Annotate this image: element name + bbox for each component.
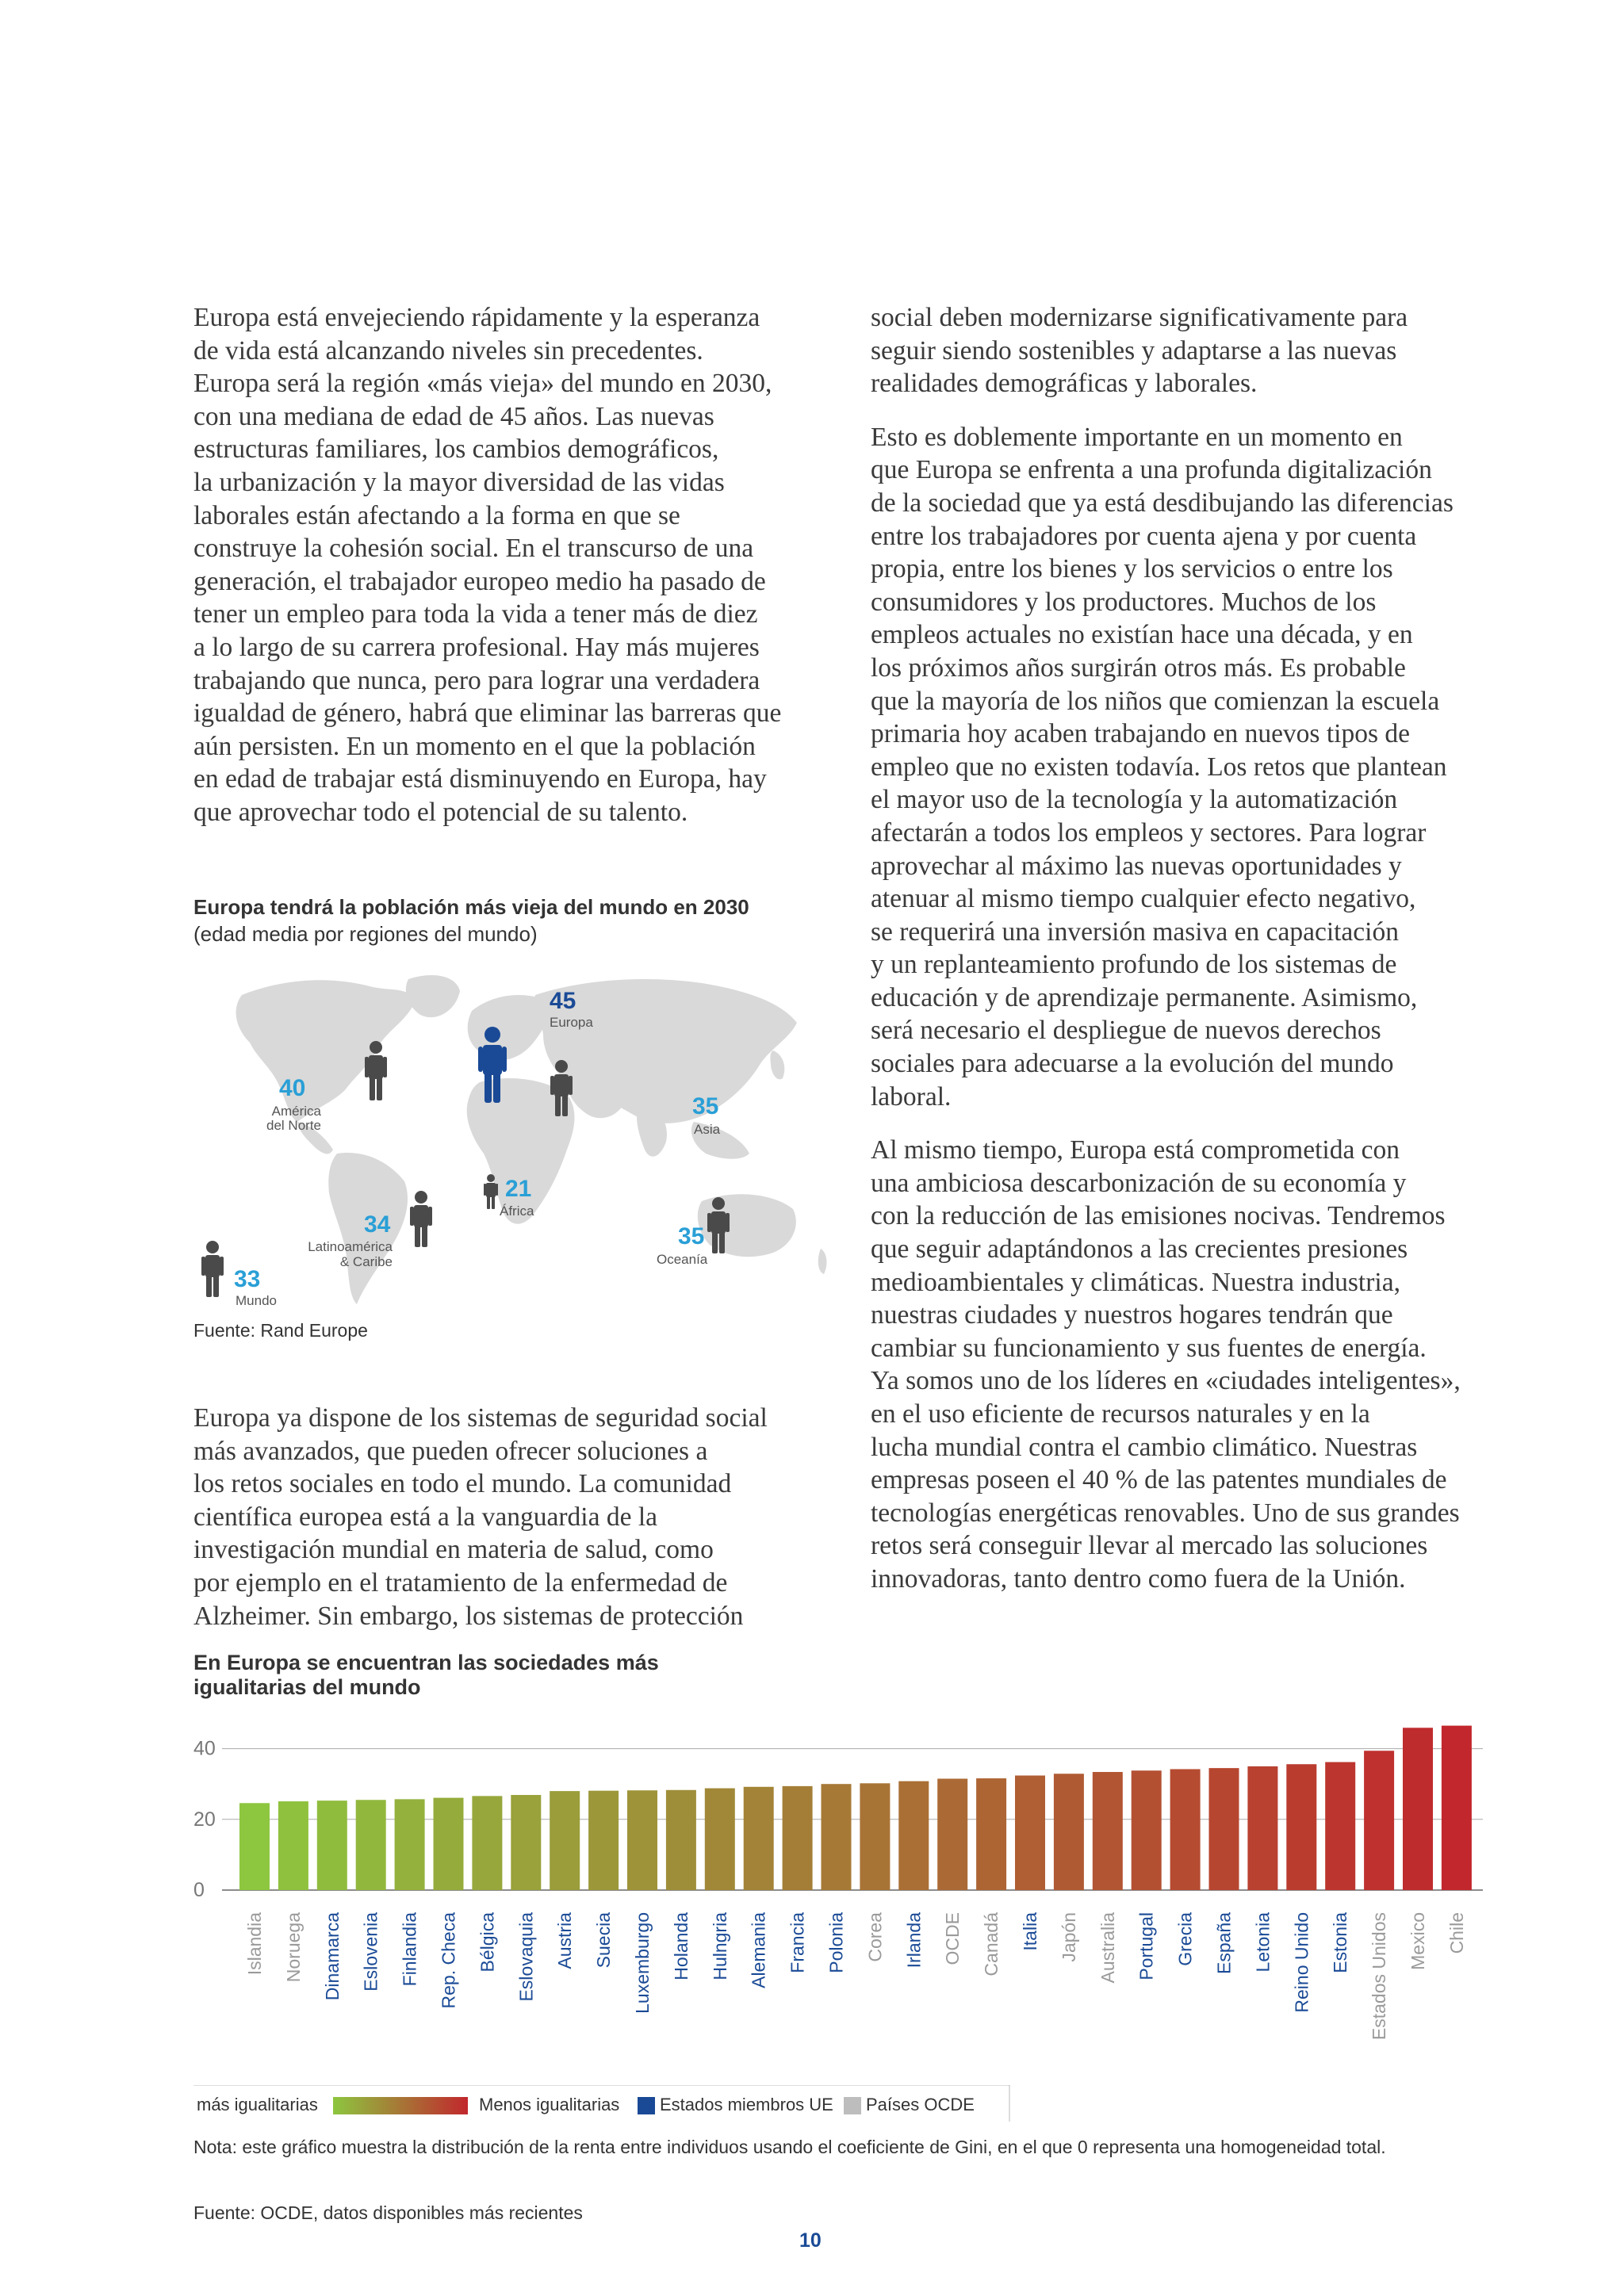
europe-label: Europa bbox=[550, 1015, 593, 1030]
right-paragraph-1 bbox=[871, 301, 1529, 400]
x-tick-label: Portugal bbox=[1136, 1912, 1157, 1980]
x-tick-label: Polonia bbox=[825, 1912, 847, 1973]
x-tick-label: Grecia bbox=[1174, 1912, 1196, 1966]
world-label: Mundo bbox=[236, 1293, 277, 1308]
text-line: igualdad de género, habrá que eliminar las barreras que bbox=[193, 698, 782, 729]
x-tick-label: OCDE bbox=[942, 1912, 963, 1965]
text-line: empleos actuales no existían hace una década, y en bbox=[871, 620, 1413, 650]
world-map bbox=[194, 963, 837, 1320]
africa-value: 21 bbox=[505, 1176, 532, 1202]
text-line: que Europa se enfrenta a una profunda digitalización bbox=[871, 455, 1432, 485]
left-paragraph-2 bbox=[193, 1402, 844, 1632]
greenland-shape bbox=[406, 975, 460, 1017]
world-map-svg bbox=[194, 963, 837, 1320]
legend-eu: Estados miembros UE bbox=[660, 2095, 833, 2114]
text-line: una ambiciosa descarbonización de su economía y bbox=[871, 1168, 1407, 1198]
new-zealand-shape bbox=[818, 1249, 827, 1274]
x-tick-label: Austria bbox=[554, 1912, 576, 1969]
text-line: estructuras familiares, los cambios demográficos, bbox=[193, 434, 719, 465]
bar-australia bbox=[1093, 1772, 1123, 1890]
text-line: trabajando que nunca, pero para lograr una verdadera bbox=[193, 665, 760, 695]
text-line: atenuar al mismo tiempo cualquier efecto negativo, bbox=[871, 884, 1416, 914]
bar-luxemburgo bbox=[627, 1790, 657, 1890]
x-tick-label: Mexico bbox=[1408, 1912, 1428, 1970]
bar-finlandia bbox=[395, 1799, 425, 1890]
map-figure-title: Europa tendrá la población más vieja del mundo en 2030 bbox=[193, 895, 749, 919]
bar-reino-unido bbox=[1286, 1764, 1316, 1890]
text-line: los retos sociales en todo el mundo. La comunidad bbox=[193, 1469, 732, 1499]
bar-francia bbox=[783, 1786, 813, 1890]
x-tick-label: Hulngria bbox=[709, 1912, 730, 1980]
bar-ocde bbox=[937, 1779, 967, 1890]
africa-label: África bbox=[500, 1203, 534, 1219]
left-column bbox=[193, 301, 844, 829]
chart-title bbox=[193, 1651, 659, 1700]
bar-jap-n bbox=[1054, 1774, 1084, 1890]
x-tick-label: Francia bbox=[787, 1912, 808, 1973]
text-line: laborales están afectando a la forma en que se bbox=[193, 500, 680, 530]
bar-alemania bbox=[744, 1787, 774, 1890]
bar-irlanda bbox=[898, 1781, 929, 1890]
bar-dinamarca bbox=[317, 1800, 347, 1890]
text-line: tecnologías energéticas renovables. Uno de sus grandes bbox=[871, 1498, 1460, 1528]
bar-hulngria bbox=[705, 1789, 735, 1890]
x-tick-label: Estados Unidos bbox=[1369, 1912, 1390, 2041]
text-line: en el uso eficiente de recursos naturales y en la bbox=[871, 1399, 1370, 1429]
text-line: Esto es doblemente importante en un momento en bbox=[871, 422, 1403, 452]
bar-noruega bbox=[278, 1801, 308, 1890]
text-line: construye la cohesión social. En el transcurso de una bbox=[193, 534, 754, 564]
chart-title-line-1: En Europa se encuentran las sociedades más bbox=[193, 1651, 659, 1674]
text-line: Europa será la región «más vieja» del mundo en 2030, bbox=[193, 369, 772, 399]
x-tick-label: Noruega bbox=[282, 1912, 304, 1983]
world-person-icon bbox=[201, 1241, 224, 1297]
north-america-shape bbox=[236, 980, 416, 1122]
text-line: cambiar su funcionamiento y sus fuentes de energía. bbox=[871, 1333, 1427, 1363]
world-value: 33 bbox=[234, 1266, 261, 1292]
text-line: aprovechar al máximo las nuevas oportunidades y bbox=[871, 851, 1402, 881]
text-line: investigación mundial en materia de salud, como bbox=[193, 1535, 714, 1565]
page-number: 10 bbox=[799, 2229, 822, 2252]
text-line: con la reducción de las emisiones nocivas. Tendremos bbox=[871, 1201, 1446, 1231]
text-line: innovadoras, tanto dentro como fuera de la Unión. bbox=[871, 1563, 1406, 1594]
bar-polonia bbox=[822, 1784, 852, 1890]
x-tick-label: Rep. Checa bbox=[438, 1912, 459, 2009]
left-paragraph-1 bbox=[193, 301, 844, 829]
gini-bar-chart bbox=[182, 1720, 1491, 2077]
text-line: aún persisten. En un momento en el que la población bbox=[193, 731, 756, 761]
text-line: empleo que no existen todavía. Los retos que plantean bbox=[871, 752, 1447, 782]
bar-grecia bbox=[1170, 1769, 1201, 1890]
x-tick-label: Letonia bbox=[1252, 1912, 1274, 1973]
x-tick-label: Irlanda bbox=[903, 1912, 925, 1969]
text-line: propia, entre los bienes y los servicios o entre los bbox=[871, 554, 1393, 584]
chart-title-line-2: igualitarias del mundo bbox=[193, 1675, 421, 1699]
x-tick-label: Eslovaquia bbox=[515, 1912, 537, 2002]
oceania-value: 35 bbox=[678, 1223, 705, 1249]
text-line: nuestras ciudades y nuestros hogares tendrán que bbox=[871, 1300, 1393, 1330]
text-line: la urbanización y la mayor diversidad de las vidas bbox=[193, 467, 725, 497]
text-line: social deben modernizarse significativamente para bbox=[871, 303, 1408, 332]
text-line: generación, el trabajador europeo medio ha pasado de bbox=[193, 566, 766, 596]
bar-eslovenia bbox=[356, 1800, 386, 1890]
bar-islandia bbox=[239, 1803, 270, 1890]
x-tick-label: Suecia bbox=[593, 1912, 615, 1969]
x-tick-label: Corea bbox=[864, 1912, 886, 1962]
north-america-value: 40 bbox=[279, 1075, 306, 1101]
bar-b-lgica bbox=[472, 1796, 502, 1890]
chart-legend bbox=[193, 2085, 1010, 2123]
text-line: retos será conseguir llevar al mercado las soluciones bbox=[871, 1531, 1428, 1561]
bar-chile bbox=[1442, 1726, 1472, 1890]
legend-less-equal: Menos igualitarias bbox=[479, 2095, 620, 2114]
x-tick-label: Holanda bbox=[670, 1912, 691, 1980]
north-america-label-1: América bbox=[271, 1104, 321, 1119]
x-tick-label: Finlandia bbox=[399, 1912, 420, 1987]
map-figure-subtitle: (edad media por regiones del mundo) bbox=[193, 922, 538, 946]
legend-oecd-swatch bbox=[844, 2097, 861, 2114]
text-line: que la mayoría de los niños que comienzan la escuela bbox=[871, 686, 1440, 716]
text-line: realidades demográficas y laborales. bbox=[871, 369, 1258, 399]
bar-letonia bbox=[1247, 1766, 1277, 1890]
text-line: empresas poseen el 40 % de las patentes mundiales de bbox=[871, 1465, 1447, 1495]
text-line: de la sociedad que ya está desdibujando las diferencias bbox=[871, 488, 1454, 518]
map-source: Fuente: Rand Europe bbox=[193, 1320, 368, 1341]
x-tick-label: Islandia bbox=[244, 1912, 265, 1976]
europe-value: 45 bbox=[550, 988, 576, 1014]
text-line: y un replanteamiento profundo de los sistemas de bbox=[871, 950, 1397, 980]
text-line: seguir siendo sostenibles y adaptarse a las nuevas bbox=[871, 335, 1397, 365]
x-tick-label: Alemania bbox=[748, 1912, 769, 1988]
chart-note: Nota: este gráfico muestra la distribución de la renta entre individuos usando el coeficiente de Gini, en el que 0 representa una homogeneidad total. bbox=[193, 2137, 1386, 2157]
text-line: más avanzados, que pueden ofrecer soluciones a bbox=[193, 1436, 708, 1466]
latam-person-icon bbox=[410, 1191, 432, 1247]
bar-suecia bbox=[588, 1791, 619, 1890]
text-line: que aprovechar todo el potencial de su talento. bbox=[193, 797, 688, 827]
text-line: por ejemplo en el tratamiento de la enfermedad de bbox=[193, 1567, 728, 1598]
text-line: Europa está envejeciendo rápidamente y la esperanza bbox=[193, 303, 760, 332]
x-tick-label: España bbox=[1213, 1912, 1235, 1975]
text-line: será necesario el despliegue de nuevos derechos bbox=[871, 1016, 1381, 1046]
x-tick-label: Reino Unido bbox=[1291, 1912, 1312, 2013]
y-tick-label: 20 bbox=[193, 1808, 216, 1831]
text-line: tener un empleo para toda la vida a tener más de diez bbox=[193, 599, 758, 629]
bar-italia bbox=[1015, 1775, 1045, 1890]
x-tick-label: Italia bbox=[1020, 1912, 1040, 1951]
x-tick-label: Dinamarca bbox=[321, 1912, 343, 2001]
legend-oecd: Países OCDE bbox=[866, 2095, 975, 2114]
oceania-label: Oceanía bbox=[657, 1252, 708, 1267]
bar-estonia bbox=[1325, 1762, 1355, 1890]
text-line: laboral. bbox=[871, 1081, 952, 1112]
legend-gradient-bar bbox=[333, 2097, 468, 2114]
bar-portugal bbox=[1132, 1770, 1162, 1890]
text-line: con una mediana de edad de 45 años. Las nuevas bbox=[193, 401, 714, 431]
text-line: de vida está alcanzando niveles sin precedentes. bbox=[193, 335, 703, 365]
latam-label-2: & Caribe bbox=[339, 1254, 393, 1269]
latam-label-1: Latinoamérica bbox=[308, 1239, 393, 1254]
legend-eu-swatch bbox=[638, 2097, 655, 2114]
bar-mexico bbox=[1403, 1728, 1433, 1890]
y-tick-label: 0 bbox=[193, 1879, 205, 1901]
text-line: Alzheimer. Sin embargo, los sistemas de protección bbox=[193, 1601, 744, 1631]
text-line: Al mismo tiempo, Europa está comprometida con bbox=[871, 1135, 1400, 1165]
text-line: que seguir adaptándonos a las crecientes presiones bbox=[871, 1234, 1408, 1265]
x-tick-label: Eslovenia bbox=[360, 1912, 381, 1992]
bar-holanda bbox=[666, 1790, 696, 1890]
right-paragraph-2 bbox=[871, 421, 1529, 1113]
text-line: afectarán a todos los empleos y sectores. Para lograr bbox=[871, 817, 1427, 848]
bar-espa-a bbox=[1209, 1768, 1239, 1890]
right-column bbox=[871, 301, 1529, 1596]
text-line: lucha mundial contra el cambio climático. Nuestras bbox=[871, 1432, 1418, 1462]
left-column-lower bbox=[193, 1402, 844, 1632]
japan-shape bbox=[770, 1050, 784, 1079]
bar-austria bbox=[550, 1791, 580, 1890]
text-line: el mayor uso de la tecnología y la automatización bbox=[871, 785, 1398, 815]
x-tick-label: Estonia bbox=[1330, 1912, 1351, 1973]
legend-svg bbox=[193, 2085, 1010, 2123]
bar-eslovaquia bbox=[511, 1795, 541, 1890]
text-line: medioambientales y climáticas. Nuestra industria, bbox=[871, 1267, 1400, 1297]
text-line: consumidores y los productores. Muchos de los bbox=[871, 587, 1377, 617]
x-tick-label: Chile bbox=[1446, 1912, 1467, 1954]
x-tick-label: Canadá bbox=[981, 1912, 1002, 1976]
asia-label: Asia bbox=[694, 1122, 721, 1137]
bar-estados-unidos bbox=[1364, 1751, 1394, 1890]
asia-value: 35 bbox=[692, 1093, 719, 1119]
x-tick-label: Bélgica bbox=[477, 1912, 498, 1973]
x-tick-label: Japón bbox=[1058, 1912, 1079, 1962]
text-line: Ya somos uno de los líderes en «ciudades inteligentes», bbox=[871, 1366, 1461, 1396]
north-america-label-2: del Norte bbox=[266, 1118, 321, 1133]
text-line: entre los trabajadores por cuenta ajena y por cuenta bbox=[871, 521, 1417, 551]
right-paragraph-3 bbox=[871, 1134, 1529, 1595]
text-line: primaria hoy acaben trabajando en nuevos tipos de bbox=[871, 719, 1410, 749]
chart-source: Fuente: OCDE, datos disponibles más recientes bbox=[193, 2202, 583, 2223]
latam-value: 34 bbox=[364, 1211, 391, 1238]
text-line: Europa ya dispone de los sistemas de seguridad social bbox=[193, 1403, 768, 1433]
bar-corea bbox=[860, 1783, 890, 1890]
y-tick-label: 40 bbox=[193, 1737, 216, 1760]
legend-more-equal: más igualitarias bbox=[197, 2095, 318, 2114]
text-line: a lo largo de su carrera profesional. Hay más mujeres bbox=[193, 632, 760, 662]
x-tick-label: Australia bbox=[1097, 1912, 1118, 1984]
text-line: se requerirá una inversión masiva en capacitación bbox=[871, 916, 1399, 947]
text-line: educación y de aprendizaje permanente. Asimismo, bbox=[871, 982, 1418, 1012]
text-line: sociales para adecuarse a la evolución del mundo bbox=[871, 1049, 1394, 1079]
bar-rep-checa bbox=[434, 1798, 464, 1890]
x-tick-label: Luxemburgo bbox=[632, 1912, 653, 2014]
text-line: los próximos años surgirán otros más. Es probable bbox=[871, 652, 1406, 683]
text-line: científica europea está a la vanguardia de la bbox=[193, 1502, 657, 1532]
bar-canad- bbox=[976, 1778, 1006, 1890]
text-line: en edad de trabajar está disminuyendo en Europa, hay bbox=[193, 764, 767, 794]
